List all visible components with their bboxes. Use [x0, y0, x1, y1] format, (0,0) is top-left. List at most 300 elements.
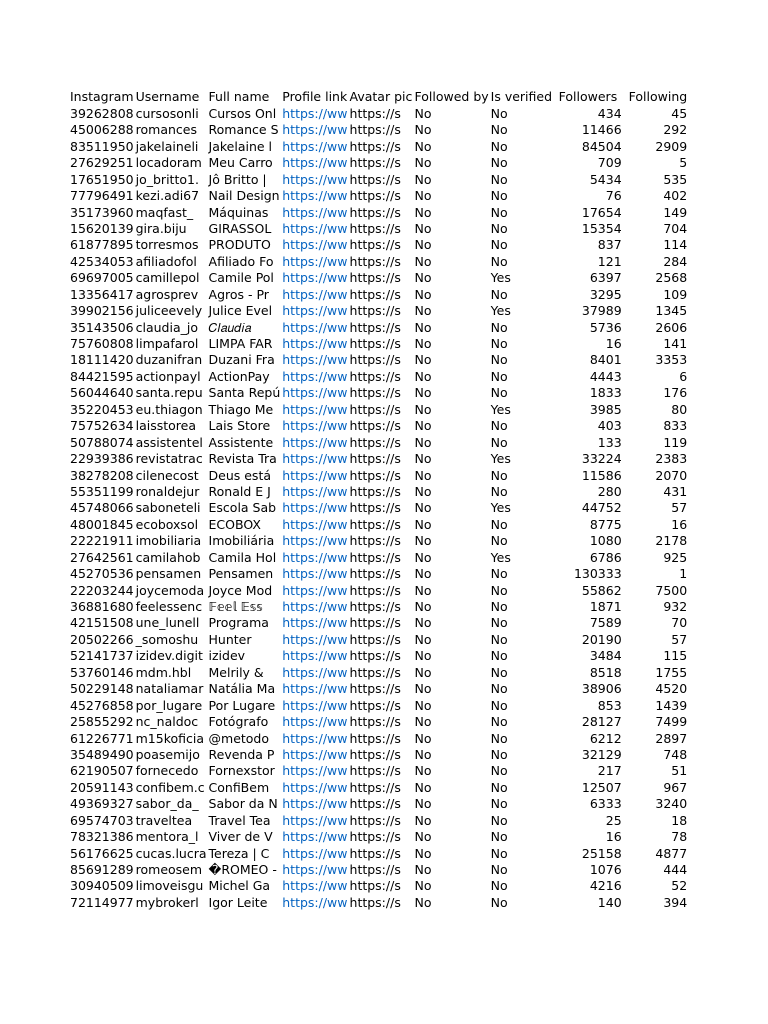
avatar-pic-cell[interactable]: https://s	[349, 368, 401, 384]
is-verified-cell[interactable]: No	[490, 779, 508, 795]
followed-by-cell[interactable]: No	[414, 418, 432, 434]
followed-by-cell[interactable]: No	[414, 631, 432, 647]
following-cell[interactable]: 57	[671, 631, 688, 647]
fullname-cell[interactable]: GIRASSOL	[208, 220, 272, 236]
is-verified-cell[interactable]: No	[490, 631, 508, 647]
followed-by-cell[interactable]: No	[414, 401, 432, 417]
fullname-cell[interactable]: Cursos Onl	[208, 105, 277, 121]
followed-by-cell[interactable]: No	[414, 746, 432, 762]
following-cell[interactable]: 932	[663, 599, 688, 614]
profile-link-cell[interactable]: https://ww	[282, 862, 348, 877]
profile-link-cell[interactable]: https://ww	[282, 599, 348, 614]
fullname-cell[interactable]: Natália Ma	[208, 681, 276, 697]
header-cell[interactable]: Profile link	[282, 89, 348, 105]
id-cell[interactable]: 61226771	[70, 730, 134, 746]
followed-by-cell[interactable]: No	[414, 220, 432, 236]
profile-link-cell[interactable]: https://ww	[282, 286, 348, 302]
fullname-cell[interactable]: Lais Store	[208, 418, 271, 434]
followed-by-cell[interactable]: No	[414, 779, 432, 795]
profile-link-cell[interactable]: https://ww	[282, 105, 348, 121]
username-cell[interactable]: cursosonli	[135, 105, 199, 121]
avatar-pic-cell[interactable]: https://s	[349, 434, 401, 450]
profile-link-cell[interactable]: https://ww	[282, 796, 348, 812]
fullname-cell[interactable]: Revenda P	[208, 746, 275, 762]
is-verified-cell[interactable]: No	[490, 434, 508, 450]
username-cell[interactable]: torresmos	[135, 237, 199, 253]
following-cell[interactable]: 70	[671, 615, 688, 631]
id-cell[interactable]: 50229148	[70, 681, 134, 697]
username-cell[interactable]: nc_naldoc	[135, 714, 199, 730]
username-cell[interactable]: romeosem	[135, 862, 203, 877]
is-verified-cell[interactable]: No	[490, 697, 508, 713]
fullname-cell[interactable]: Jô Britto |	[208, 171, 267, 187]
is-verified-cell[interactable]: No	[490, 220, 508, 236]
followed-by-cell[interactable]: No	[414, 319, 432, 335]
fullname-cell[interactable]: Imobiliária	[208, 533, 275, 549]
header-cell[interactable]: Is verified	[490, 89, 553, 105]
fullname-cell[interactable]: ECOBOX	[208, 516, 261, 532]
id-cell[interactable]: 83511950	[70, 138, 134, 154]
following-cell[interactable]: 431	[663, 483, 688, 499]
following-cell[interactable]: 292	[663, 122, 688, 138]
username-cell[interactable]: nataliamar	[135, 681, 204, 697]
avatar-pic-cell[interactable]: https://s	[349, 549, 401, 565]
username-cell[interactable]: assistentel	[135, 434, 203, 450]
is-verified-cell[interactable]: Yes	[490, 451, 511, 467]
followed-by-cell[interactable]: No	[414, 796, 432, 812]
followed-by-cell[interactable]: No	[414, 516, 432, 532]
is-verified-cell[interactable]: No	[490, 746, 508, 762]
avatar-pic-cell[interactable]: https://s	[349, 336, 401, 351]
following-cell[interactable]: 3353	[655, 352, 688, 368]
followers-cell[interactable]: 6212	[589, 730, 622, 746]
followers-cell[interactable]: 4443	[589, 368, 622, 384]
header-cell[interactable]: Followers	[558, 89, 618, 105]
profile-link-cell[interactable]: https://ww	[282, 434, 348, 450]
avatar-pic-cell[interactable]: https://s	[349, 862, 401, 877]
profile-link-cell[interactable]: https://ww	[282, 483, 348, 499]
followed-by-cell[interactable]: No	[414, 714, 432, 730]
avatar-pic-cell[interactable]: https://s	[349, 894, 401, 910]
following-cell[interactable]: 114	[663, 237, 688, 253]
profile-link-cell[interactable]: https://ww	[282, 155, 348, 171]
fullname-cell[interactable]: Fornexstor	[208, 763, 275, 779]
avatar-pic-cell[interactable]: https://s	[349, 664, 401, 680]
followers-cell[interactable]: 3295	[589, 286, 622, 302]
fullname-cell[interactable]: Duzani Fra	[208, 352, 275, 368]
header-cell[interactable]: Full name	[208, 89, 270, 105]
is-verified-cell[interactable]: No	[490, 582, 508, 598]
fullname-cell[interactable]: Hunter	[208, 631, 252, 647]
fullname-cell[interactable]: Nail Design	[208, 188, 280, 204]
followed-by-cell[interactable]: No	[414, 697, 432, 713]
followed-by-cell[interactable]: No	[414, 812, 432, 828]
username-cell[interactable]: traveltea	[135, 812, 193, 828]
fullname-cell[interactable]: Joyce Mod	[208, 582, 273, 598]
username-cell[interactable]: poasemijo	[135, 746, 200, 762]
avatar-pic-cell[interactable]: https://s	[349, 105, 401, 121]
avatar-pic-cell[interactable]: https://s	[349, 401, 401, 417]
id-cell[interactable]: 49369327	[70, 796, 134, 812]
following-cell[interactable]: 115	[663, 648, 688, 664]
username-cell[interactable]: cilenecost	[135, 467, 199, 483]
username-cell[interactable]: feelessenc	[135, 599, 203, 614]
following-cell[interactable]: 4877	[655, 845, 688, 861]
username-cell[interactable]: maqfast_	[135, 204, 194, 220]
following-cell[interactable]: 18	[671, 812, 688, 828]
followed-by-cell[interactable]: No	[414, 664, 432, 680]
following-cell[interactable]: 2897	[655, 730, 688, 746]
profile-link-cell[interactable]: https://ww	[282, 730, 348, 746]
avatar-pic-cell[interactable]: https://s	[349, 220, 401, 236]
following-cell[interactable]: 7499	[655, 714, 688, 730]
followers-cell[interactable]: 11586	[581, 467, 622, 483]
is-verified-cell[interactable]: No	[490, 599, 508, 614]
avatar-pic-cell[interactable]: https://s	[349, 533, 401, 549]
following-cell[interactable]: 2070	[655, 467, 688, 483]
followed-by-cell[interactable]: No	[414, 204, 432, 220]
followed-by-cell[interactable]: No	[414, 253, 432, 269]
avatar-pic-cell[interactable]: https://s	[349, 204, 401, 220]
followed-by-cell[interactable]: No	[414, 549, 432, 565]
following-cell[interactable]: 1439	[655, 697, 688, 713]
avatar-pic-cell[interactable]: https://s	[349, 845, 401, 861]
followers-cell[interactable]: 1871	[589, 599, 622, 614]
following-cell[interactable]: 149	[663, 204, 688, 220]
followed-by-cell[interactable]: No	[414, 105, 432, 121]
profile-link-cell[interactable]: https://ww	[282, 188, 348, 204]
profile-link-cell[interactable]: https://ww	[282, 763, 348, 779]
fullname-cell[interactable]: Sabor da N	[208, 796, 278, 812]
followers-cell[interactable]: 130333	[573, 566, 622, 582]
profile-link-cell[interactable]: https://ww	[282, 500, 348, 516]
followed-by-cell[interactable]: No	[414, 434, 432, 450]
avatar-pic-cell[interactable]: https://s	[349, 746, 401, 762]
following-cell[interactable]: 16	[671, 516, 688, 532]
followers-cell[interactable]: 25	[605, 812, 622, 828]
following-cell[interactable]: 78	[671, 829, 688, 845]
is-verified-cell[interactable]: No	[490, 664, 508, 680]
fullname-cell[interactable]: Viver de V	[208, 829, 273, 845]
is-verified-cell[interactable]: No	[490, 483, 508, 499]
username-cell[interactable]: locadoram	[135, 155, 202, 171]
id-cell[interactable]: 22939386	[70, 451, 134, 467]
followers-cell[interactable]: 12507	[581, 779, 622, 795]
avatar-pic-cell[interactable]: https://s	[349, 483, 401, 499]
avatar-pic-cell[interactable]: https://s	[349, 122, 401, 138]
followed-by-cell[interactable]: No	[414, 368, 432, 384]
following-cell[interactable]: 2568	[655, 270, 688, 286]
following-cell[interactable]: 2909	[655, 138, 688, 154]
fullname-cell[interactable]: @metodo	[208, 730, 270, 746]
is-verified-cell[interactable]: No	[490, 122, 508, 138]
is-verified-cell[interactable]: No	[490, 204, 508, 220]
username-cell[interactable]: imobiliaria	[135, 533, 202, 549]
followed-by-cell[interactable]: No	[414, 763, 432, 779]
fullname-cell[interactable]: Revista Tra	[208, 451, 277, 467]
avatar-pic-cell[interactable]: https://s	[349, 631, 401, 647]
fullname-cell[interactable]: Thiago Me	[208, 401, 274, 417]
profile-link-cell[interactable]: https://ww	[282, 697, 348, 713]
id-cell[interactable]: 75760808	[70, 336, 134, 351]
id-cell[interactable]: 35143506	[70, 319, 134, 335]
fullname-cell[interactable]: Deus está	[208, 467, 272, 483]
following-cell[interactable]: 5	[679, 155, 688, 171]
is-verified-cell[interactable]: Yes	[490, 401, 511, 417]
id-cell[interactable]: 56176625	[70, 845, 134, 861]
followed-by-cell[interactable]: No	[414, 845, 432, 861]
followers-cell[interactable]: 37989	[581, 303, 622, 319]
id-cell[interactable]: 45006288	[70, 122, 134, 138]
fullname-cell[interactable]: Tereza | C	[208, 845, 270, 861]
username-cell[interactable]: saboneteli	[135, 500, 201, 516]
username-cell[interactable]: actionpayl	[135, 368, 201, 384]
fullname-cell[interactable]: Camile Pol	[208, 270, 274, 286]
profile-link-cell[interactable]: https://ww	[282, 418, 348, 434]
followers-cell[interactable]: 1833	[589, 385, 622, 401]
is-verified-cell[interactable]: No	[490, 237, 508, 253]
followed-by-cell[interactable]: No	[414, 188, 432, 204]
avatar-pic-cell[interactable]: https://s	[349, 237, 401, 253]
is-verified-cell[interactable]: No	[490, 418, 508, 434]
is-verified-cell[interactable]: No	[490, 681, 508, 697]
profile-link-cell[interactable]: https://ww	[282, 894, 348, 910]
username-cell[interactable]: romances	[135, 122, 197, 138]
username-cell[interactable]: por_lugare	[135, 697, 203, 713]
followers-cell[interactable]: 16	[605, 336, 622, 351]
username-cell[interactable]: _somoshu	[135, 631, 199, 647]
id-cell[interactable]: 27642561	[70, 549, 134, 565]
following-cell[interactable]: 4520	[655, 681, 688, 697]
followers-cell[interactable]: 5736	[589, 319, 622, 335]
id-cell[interactable]: 78321386	[70, 829, 134, 845]
avatar-pic-cell[interactable]: https://s	[349, 286, 401, 302]
avatar-pic-cell[interactable]: https://s	[349, 582, 401, 598]
id-cell[interactable]: 45270536	[70, 566, 134, 582]
id-cell[interactable]: 85691289	[70, 862, 134, 877]
avatar-pic-cell[interactable]: https://s	[349, 171, 401, 187]
followed-by-cell[interactable]: No	[414, 829, 432, 845]
profile-link-cell[interactable]: https://ww	[282, 237, 348, 253]
is-verified-cell[interactable]: No	[490, 533, 508, 549]
followers-cell[interactable]: 76	[605, 188, 622, 204]
profile-link-cell[interactable]: https://ww	[282, 533, 348, 549]
username-cell[interactable]: eu.thiagon	[135, 401, 203, 417]
followers-cell[interactable]: 17654	[581, 204, 622, 220]
following-cell[interactable]: 3240	[655, 796, 688, 812]
is-verified-cell[interactable]: No	[490, 894, 508, 910]
followed-by-cell[interactable]: No	[414, 336, 432, 351]
id-cell[interactable]: 55351199	[70, 483, 134, 499]
is-verified-cell[interactable]: No	[490, 796, 508, 812]
is-verified-cell[interactable]: No	[490, 105, 508, 121]
fullname-cell[interactable]: Agros - Pr	[208, 286, 269, 302]
profile-link-cell[interactable]: https://ww	[282, 615, 348, 631]
avatar-pic-cell[interactable]: https://s	[349, 253, 401, 269]
followers-cell[interactable]: 3985	[589, 401, 622, 417]
followers-cell[interactable]: 16	[605, 829, 622, 845]
following-cell[interactable]: 402	[663, 188, 688, 204]
id-cell[interactable]: 39262808	[70, 105, 134, 121]
username-cell[interactable]: ronaldejur	[135, 483, 200, 499]
followers-cell[interactable]: 853	[597, 697, 622, 713]
followers-cell[interactable]: 20190	[581, 631, 622, 647]
is-verified-cell[interactable]: No	[490, 155, 508, 171]
fullname-cell[interactable]: Fotógrafo	[208, 714, 269, 730]
fullname-cell[interactable]: 𝔽𝕖𝕖𝕝 𝔼𝕤𝕤	[208, 599, 263, 614]
is-verified-cell[interactable]: No	[490, 812, 508, 828]
username-cell[interactable]: sabor_da_	[135, 796, 199, 812]
is-verified-cell[interactable]: Yes	[490, 549, 511, 565]
avatar-pic-cell[interactable]: https://s	[349, 697, 401, 713]
username-cell[interactable]: jakelaineli	[135, 138, 199, 154]
followed-by-cell[interactable]: No	[414, 385, 432, 401]
fullname-cell[interactable]: ActionPay	[208, 368, 270, 384]
following-cell[interactable]: 109	[663, 286, 688, 302]
profile-link-cell[interactable]: https://ww	[282, 451, 348, 467]
profile-link-cell[interactable]: https://ww	[282, 336, 348, 351]
username-cell[interactable]: fornecedo	[135, 763, 199, 779]
following-cell[interactable]: 535	[663, 171, 688, 187]
profile-link-cell[interactable]: https://ww	[282, 270, 348, 286]
username-cell[interactable]: limoveisgu	[135, 878, 204, 894]
followers-cell[interactable]: 709	[597, 155, 622, 171]
id-cell[interactable]: 39902156	[70, 303, 134, 319]
is-verified-cell[interactable]: No	[490, 188, 508, 204]
followers-cell[interactable]: 6786	[589, 549, 622, 565]
avatar-pic-cell[interactable]: https://s	[349, 812, 401, 828]
username-cell[interactable]: mybrokerl	[135, 894, 199, 910]
followers-cell[interactable]: 28127	[581, 714, 622, 730]
username-cell[interactable]: camilahob	[135, 549, 201, 565]
profile-link-cell[interactable]: https://ww	[282, 812, 348, 828]
profile-link-cell[interactable]: https://ww	[282, 779, 348, 795]
followers-cell[interactable]: 32129	[581, 746, 622, 762]
followers-cell[interactable]: 11466	[581, 122, 622, 138]
following-cell[interactable]: 80	[671, 401, 688, 417]
fullname-cell[interactable]: Programa	[208, 615, 269, 631]
is-verified-cell[interactable]: No	[490, 368, 508, 384]
id-cell[interactable]: 13356417	[70, 286, 134, 302]
id-cell[interactable]: 62190507	[70, 763, 134, 779]
profile-link-cell[interactable]: https://ww	[282, 171, 348, 187]
id-cell[interactable]: 22221911	[70, 533, 134, 549]
fullname-cell[interactable]: ConfiBem	[208, 779, 270, 795]
followed-by-cell[interactable]: No	[414, 467, 432, 483]
following-cell[interactable]: 394	[663, 894, 688, 910]
profile-link-cell[interactable]: https://ww	[282, 467, 348, 483]
followed-by-cell[interactable]: No	[414, 730, 432, 746]
id-cell[interactable]: 20502266	[70, 631, 134, 647]
is-verified-cell[interactable]: No	[490, 730, 508, 746]
followers-cell[interactable]: 6333	[589, 796, 622, 812]
followers-cell[interactable]: 38906	[581, 681, 622, 697]
profile-link-cell[interactable]: https://ww	[282, 681, 348, 697]
followed-by-cell[interactable]: No	[414, 286, 432, 302]
followers-cell[interactable]: 25158	[581, 845, 622, 861]
id-cell[interactable]: 25855292	[70, 714, 134, 730]
followed-by-cell[interactable]: No	[414, 171, 432, 187]
id-cell[interactable]: 38278208	[70, 467, 134, 483]
avatar-pic-cell[interactable]: https://s	[349, 451, 401, 467]
profile-link-cell[interactable]: https://ww	[282, 549, 348, 565]
username-cell[interactable]: laisstorea	[135, 418, 197, 434]
avatar-pic-cell[interactable]: https://s	[349, 599, 401, 614]
is-verified-cell[interactable]: No	[490, 566, 508, 582]
following-cell[interactable]: 704	[663, 220, 688, 236]
fullname-cell[interactable]: Julice Evel	[208, 303, 273, 319]
username-cell[interactable]: joycemoda	[135, 582, 205, 598]
username-cell[interactable]: limpafarol	[135, 336, 199, 351]
following-cell[interactable]: 141	[663, 336, 688, 351]
following-cell[interactable]: 748	[663, 746, 688, 762]
avatar-pic-cell[interactable]: https://s	[349, 615, 401, 631]
id-cell[interactable]: 72114977	[70, 894, 134, 910]
username-cell[interactable]: duzanifran	[135, 352, 203, 368]
followed-by-cell[interactable]: No	[414, 483, 432, 499]
username-cell[interactable]: camillepol	[135, 270, 200, 286]
fullname-cell[interactable]: Travel Tea	[208, 812, 271, 828]
followed-by-cell[interactable]: No	[414, 582, 432, 598]
username-cell[interactable]: m15koficia	[135, 730, 205, 746]
followers-cell[interactable]: 3484	[589, 648, 622, 664]
followed-by-cell[interactable]: No	[414, 681, 432, 697]
username-cell[interactable]: confibem.c	[135, 779, 205, 795]
avatar-pic-cell[interactable]: https://s	[349, 303, 401, 319]
followers-cell[interactable]: 133	[597, 434, 622, 450]
id-cell[interactable]: 35489490	[70, 746, 134, 762]
profile-link-cell[interactable]: https://ww	[282, 368, 348, 384]
id-cell[interactable]: 50788074	[70, 434, 134, 450]
followers-cell[interactable]: 55862	[581, 582, 622, 598]
fullname-cell[interactable]: Igor Leite	[208, 894, 268, 910]
profile-link-cell[interactable]: https://ww	[282, 401, 348, 417]
avatar-pic-cell[interactable]: https://s	[349, 681, 401, 697]
profile-link-cell[interactable]: https://ww	[282, 582, 348, 598]
following-cell[interactable]: 444	[663, 862, 688, 877]
followers-cell[interactable]: 5434	[589, 171, 622, 187]
profile-link-cell[interactable]: https://ww	[282, 516, 348, 532]
profile-link-cell[interactable]: https://ww	[282, 664, 348, 680]
fullname-cell[interactable]: Romance S	[208, 122, 279, 138]
is-verified-cell[interactable]: No	[490, 336, 508, 351]
fullname-cell[interactable]: Escola Sab	[208, 500, 277, 516]
profile-link-cell[interactable]: https://ww	[282, 878, 348, 894]
following-cell[interactable]: 52	[671, 878, 688, 894]
username-cell[interactable]: ecoboxsol	[135, 516, 199, 532]
following-cell[interactable]: 119	[663, 434, 688, 450]
username-cell[interactable]: revistatrac	[135, 451, 203, 467]
profile-link-cell[interactable]: https://ww	[282, 845, 348, 861]
username-cell[interactable]: mentora_l	[135, 829, 199, 845]
fullname-cell[interactable]: PRODUTO	[208, 237, 271, 253]
username-cell[interactable]: afiliadofol	[135, 253, 197, 269]
followers-cell[interactable]: 403	[597, 418, 622, 434]
is-verified-cell[interactable]: Yes	[490, 270, 511, 286]
avatar-pic-cell[interactable]: https://s	[349, 714, 401, 730]
followers-cell[interactable]: 6397	[589, 270, 622, 286]
fullname-cell[interactable]: Santa Repú	[208, 385, 281, 401]
fullname-cell[interactable]: �ROMEO -	[208, 862, 277, 877]
is-verified-cell[interactable]: No	[490, 352, 508, 368]
profile-link-cell[interactable]: https://ww	[282, 746, 348, 762]
id-cell[interactable]: 27629251	[70, 155, 134, 171]
followers-cell[interactable]: 8518	[589, 664, 622, 680]
followers-cell[interactable]: 33224	[581, 451, 622, 467]
followers-cell[interactable]: 1076	[589, 862, 622, 877]
followed-by-cell[interactable]: No	[414, 894, 432, 910]
profile-link-cell[interactable]: https://ww	[282, 352, 348, 368]
